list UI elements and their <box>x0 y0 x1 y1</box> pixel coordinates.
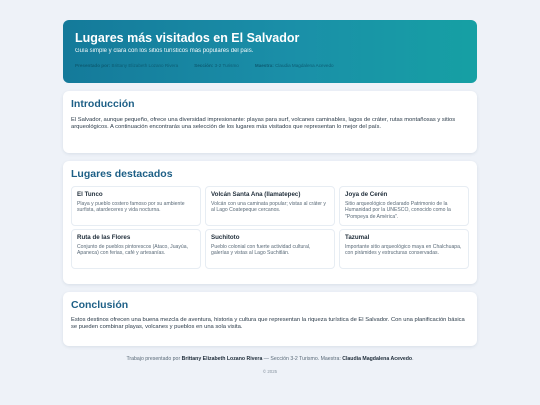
intro-heading: Introducción <box>71 98 135 110</box>
place-description: Conjunto de pueblos pintorescos (Ataco, Juayúa, Apaneca) con ferias, café y artesanías. <box>77 244 189 257</box>
page-title: Lugares más visitados en El Salvador <box>75 31 300 45</box>
places-heading: Lugares destacados <box>71 168 173 180</box>
place-description: Volcán con una caminata popular; vistas al cráter y al Lago Coatepeque cercanos. <box>211 201 326 214</box>
place-card <box>71 186 201 226</box>
place-card <box>205 186 335 226</box>
place-name: Suchitoto <box>211 234 240 241</box>
meta-teacher: Maestra: Claudia Magdalena Acevedo <box>254 63 334 68</box>
place-card <box>71 229 201 269</box>
place-name: El Tunco <box>77 191 103 198</box>
intro-card <box>63 91 477 153</box>
place-description: Playa y pueblo costero famoso por su ambiente surfista, atardeceres y vida nocturna. <box>77 201 185 214</box>
place-description: Importante sitio arqueológico maya en Chalchuapa, con pirámides y estructuras conservadas. <box>345 244 462 257</box>
footer-suffix: . <box>412 356 414 362</box>
place-card <box>339 186 469 226</box>
intro-text: El Salvador, aunque pequeño, ofrece una diversidad impresionante: playas para surf, volcanes caminables, lagos de cráter, rutas montañosas y sitios arqueológicos. A continuación encontrarás una selección de los lugares más visitados que representan lo mejor del país. <box>71 117 456 131</box>
conclusion-card <box>63 292 477 346</box>
copyright: © 2025 <box>262 369 278 374</box>
footer-teacher: Claudia Magdalena Acevedo <box>342 356 413 362</box>
place-name: Joya de Cerén <box>345 191 388 198</box>
place-card <box>205 229 335 269</box>
places-grid <box>71 186 469 269</box>
place-name: Volcán Santa Ana (Ilamatepec) <box>211 191 301 198</box>
conclusion-heading: Conclusión <box>71 299 129 311</box>
footer-author: Brittany Elizabeth Lozano Rivera <box>181 356 263 362</box>
footer-prefix: Trabajo presentado por <box>126 356 181 362</box>
meta-presenter: Presentado por: Brittany Elizabeth Lozano Rivera <box>75 63 179 68</box>
place-description: Sitio arqueológico declarado Patrimonio de la Humanidad por la UNESCO, conocido como la "Pompeya de América". <box>345 201 451 220</box>
meta-section: Sección: 3-2 Turismo <box>194 63 239 68</box>
place-description: Pueblo colonial con fuerte actividad cultural, galerías y vistas al Lago Suchitlán. <box>211 244 311 257</box>
places-card <box>63 161 477 284</box>
page-subtitle: Guía simple y clara con los sitios turísticos más populares del país. <box>75 48 254 54</box>
place-card <box>339 229 469 269</box>
footer <box>63 356 477 362</box>
place-name: Ruta de las Flores <box>77 234 131 241</box>
header-banner <box>63 20 477 83</box>
conclusion-text: Estos destinos ofrecen una buena mezcla de aventura, historia y cultura que representan la riqueza turística de El Salvador. Con una planificación básica se pueden combinar playas, volcanes y pueblos en una sola visita. <box>71 317 465 331</box>
footer-middle: — Sección 3-2 Turismo. Maestra: <box>263 356 341 362</box>
place-name: Tazumal <box>345 234 370 241</box>
header-meta <box>75 63 465 68</box>
